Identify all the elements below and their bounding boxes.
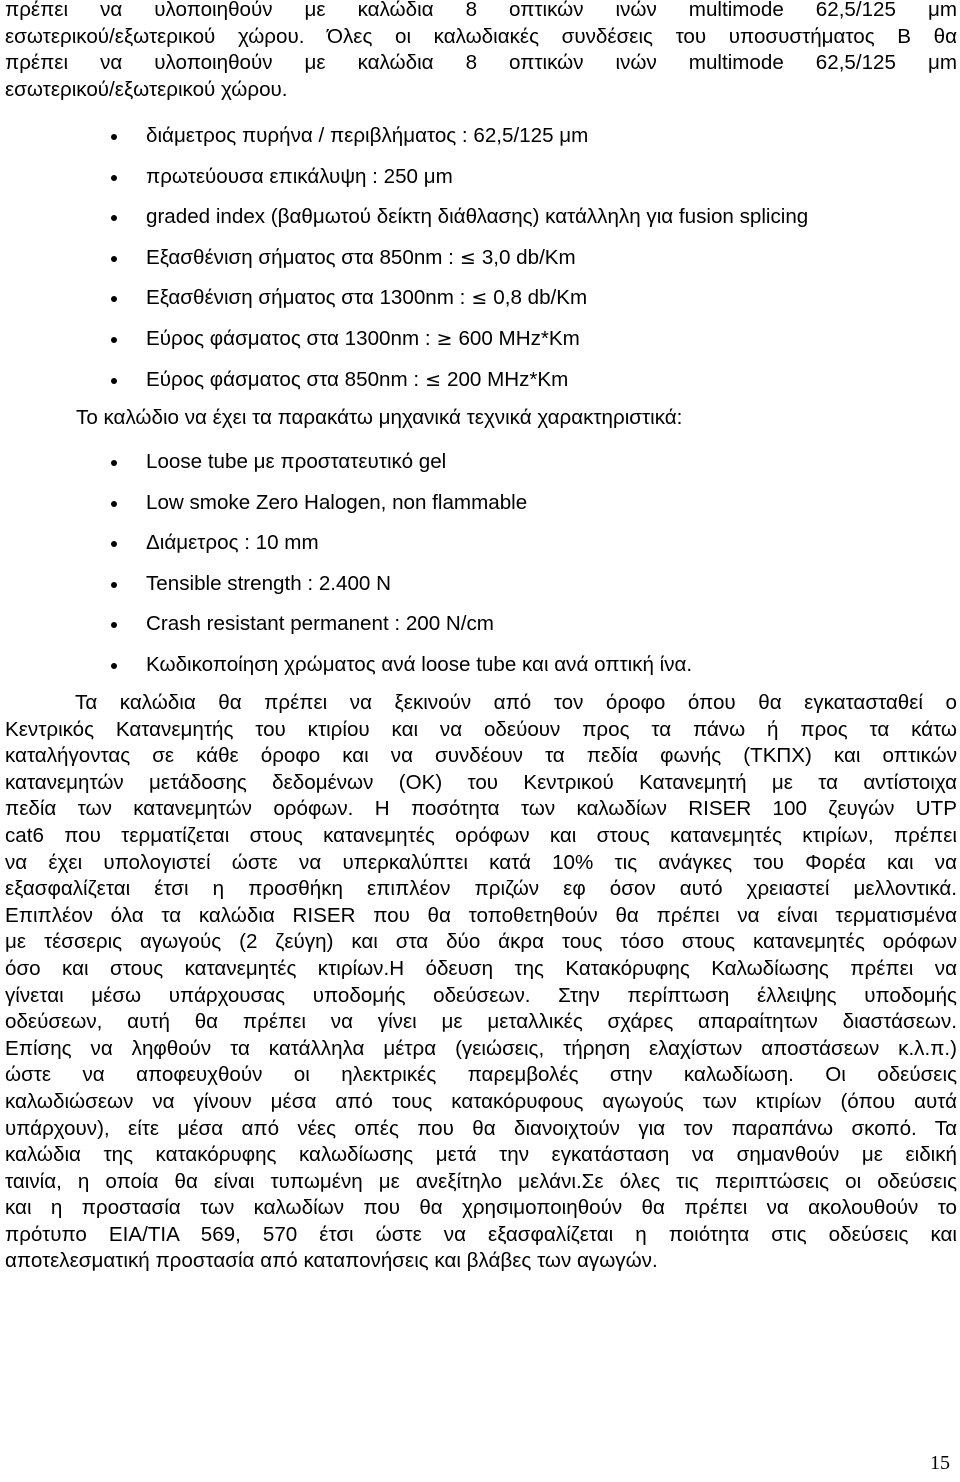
less-equal-symbol: ≤ — [459, 246, 476, 269]
body-line: καλωδιώσεων να γίνουν μέσα από τους κατακόρυφους αγωγούς των κτιρίων (όπου αυτά — [5, 1089, 957, 1113]
less-equal-symbol: ≤ — [471, 287, 488, 310]
body-line: καταλήγοντας σε κάθε όροφο και να συνδέουν τα πεδία φωνής (ΤΚΠΧ) και οπτικών — [5, 744, 957, 768]
body-paragraph — [5, 690, 957, 1275]
body-line: όσο και στους κατανεμητές κτιρίων.Η όδευση της Κατακόρυφης Καλωδίωσης πρέπει να — [5, 956, 957, 980]
body-line: υπάρχουν), είτε μέσα από νέες οπές που θα διανοιχτούν για τον παραπάνω σκοπό. Τα — [5, 1116, 957, 1140]
body-line: εξασφαλίζεται έτσι η προσθήκη επιπλέον πριζών εφ όσον αυτό χρειαστεί μελλοντικά. — [5, 877, 957, 901]
spec-label: Low smoke Zero Halogen, non flammable — [146, 490, 528, 514]
body-line: πεδία των κατανεμητών ορόφων. Η ποσότητα των καλωδίων RISER 100 ζευγών UTP — [5, 797, 957, 821]
bullet-icon — [111, 215, 117, 221]
spec-value: 600 MHz*Km — [458, 326, 580, 350]
page-number: 15 — [930, 1452, 950, 1474]
body-line: Επιπλέον όλα τα καλώδια RISER που θα τοποθετηθούν θα πρέπει να είναι τερματισμένα — [5, 903, 957, 927]
spec-value: 200 MHz*Km — [447, 367, 569, 391]
bullet-icon — [111, 175, 117, 181]
spec-label: Crash resistant permanent : 200 N/cm — [146, 612, 494, 636]
body-line: Κεντρικός Κατανεμητής του κτιρίου και να οδεύουν προς τα πάνω ή προς τα κάτω — [5, 717, 957, 741]
spec-label: Εύρος φάσματος στα 850nm : — [146, 367, 420, 391]
bullet-icon — [111, 378, 117, 384]
body-line: αποτελεσματική προστασία από καταπονήσεις και βλάβες των αγωγών. — [5, 1249, 658, 1273]
spec-label: διάμετρος πυρήνα / περιβλήματος : 62,5/125 μm — [146, 124, 589, 147]
body-line: cat6 που τερματίζεται στους κατανεμητές ορόφων και στους κατανεμητές κτιρίων, πρέπει — [5, 823, 957, 847]
spec-label: Loose tube με προστατευτικό gel — [146, 450, 447, 473]
spec-value: 0,8 db/Km — [493, 286, 588, 310]
bullet-icon — [111, 256, 117, 262]
body-line: γίνεται μέσω υπάρχουσας υποδομής οδεύσεων. Στην περίπτωση έλλειψης υποδομής — [5, 983, 957, 1007]
intro-paragraph — [5, 0, 957, 103]
less-equal-symbol: ≤ — [425, 368, 442, 391]
bullet-icon — [111, 460, 117, 466]
body-line: ώστε να αποφευχθούν οι ηλεκτρικές παρεμβολές στην καλωδίωση. Οι οδεύσεις — [5, 1063, 957, 1087]
mechanical-heading: Το καλώδιο να έχει τα παρακάτω μηχανικά τεχνικά χαρακτηριστικά: — [76, 406, 683, 429]
body-line: με τέσσερις αγωγούς (2 ζεύγη) και στα δύο άκρα τους τόσο στους κατανεμητές ορόφων — [5, 930, 957, 954]
intro-line: εσωτερικού/εξωτερικού χώρου. Όλες οι καλωδιακές συνδέσεις του υποσυστήματος Β θα — [5, 24, 957, 48]
bullet-icon — [111, 337, 117, 343]
bullet-icon — [111, 622, 117, 628]
spec-label: Εξασθένιση σήματος στα 850nm : — [146, 245, 454, 269]
body-line: και η προστασία των καλωδίων που θα χρησιμοποιηθούν θα πρέπει να ακολουθούν το — [5, 1196, 957, 1220]
bullet-icon — [111, 501, 117, 507]
intro-line: πρέπει να υλοποιηθούν με καλώδια 8 οπτικών ινών multimode 62,5/125 μm — [5, 0, 957, 21]
body-line: καλώδια της κατακόρυφης καλωδίωσης μετά την εγκατάσταση να σημανθούν με ειδική — [5, 1143, 957, 1167]
bullet-icon — [111, 663, 117, 669]
body-line: οδεύσεων, αυτή θα πρέπει να γίνει με μεταλλικές σχάρες απαραίτητων διαστάσεων. — [5, 1010, 957, 1034]
body-line: να έχει υπολογιστεί ώστε να υπερκαλύπτει κατά 10% τις ανάγκες του Φορέα και να — [5, 850, 957, 874]
spec-value: 3,0 db/Km — [481, 245, 576, 269]
greater-equal-symbol: ≥ — [436, 327, 453, 350]
body-line: Επίσης να ληφθούν τα κατάλληλα μέτρα (γειώσεις, τήρηση ελαχίστων αποστάσεων κ.λ.π.) — [5, 1036, 957, 1060]
bullet-icon — [111, 134, 117, 140]
body-line: Τα καλώδια θα πρέπει να ξεκινούν από τον όροφο όπου θα εγκατασταθεί ο — [75, 691, 957, 714]
body-line: κατανεμητών μετάδοσης δεδομένων (ΟΚ) του Κεντρικού Κατανεμητή με τα αντίστοιχα — [5, 770, 957, 794]
spec-label: Διάμετρος : 10 mm — [146, 531, 319, 555]
bullet-icon — [111, 582, 117, 588]
body-line: ταινία, η οποία θα είναι τυπωμένη με ανεξίτηλο μελάνι.Σε όλες τις περιπτώσεις οι οδεύσεις — [5, 1169, 957, 1193]
bullet-icon — [111, 296, 117, 302]
intro-line: πρέπει να υλοποιηθούν με καλώδια 8 οπτικών ινών multimode 62,5/125 μm — [5, 51, 957, 75]
spec-label: πρωτεύουσα επικάλυψη : 250 μm — [146, 164, 453, 188]
spec-label: graded index (βαθμωτού δείκτη διάθλασης) κατάλληλη για fusion splicing — [146, 205, 809, 229]
intro-line: εσωτερικού/εξωτερικού χώρου. — [5, 77, 288, 101]
body-line: πρότυπο EIA/TIA 569, 570 έτσι ώστε να εξασφαλίζεται η ποιότητα στις οδεύσεις και — [5, 1222, 957, 1246]
bullet-icon — [111, 541, 117, 547]
spec-label: Εύρος φάσματος στα 1300nm : — [146, 326, 431, 350]
spec-label: Tensible strength : 2.400 N — [146, 571, 391, 595]
spec-label: Εξασθένιση σήματος στα 1300nm : — [146, 286, 466, 310]
spec-label: Κωδικοποίηση χρώματος ανά loose tube και ανά οπτική ίνα. — [146, 652, 693, 676]
